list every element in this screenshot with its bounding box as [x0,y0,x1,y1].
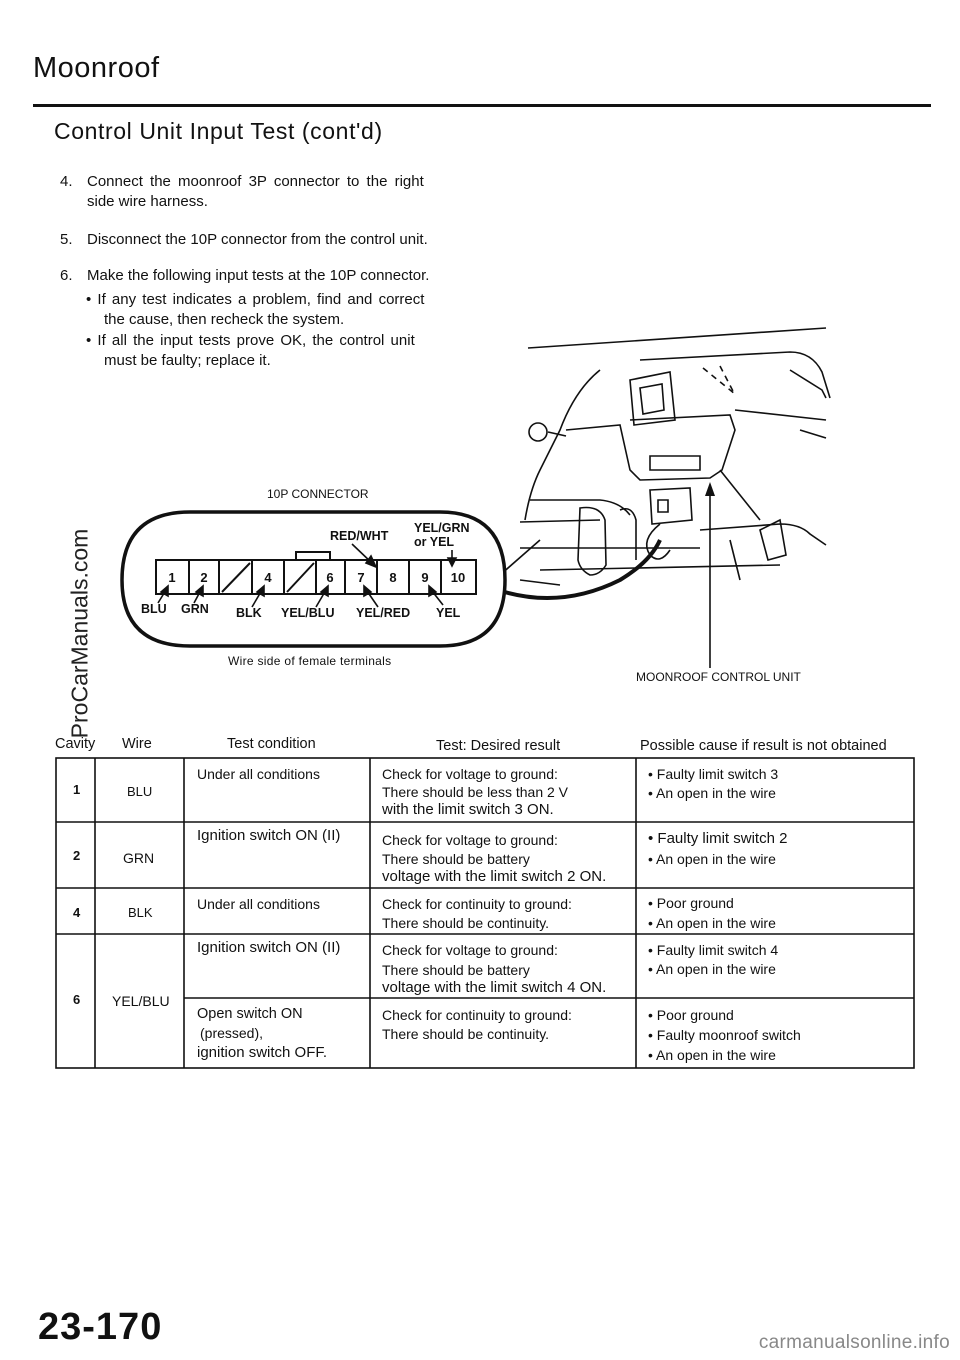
terminal-number: 6 [326,570,334,585]
cause-6a-line2: • An open in the wire [648,961,776,977]
step-text: Connect the moonroof 3P connector to the right [87,173,424,190]
terminal-number: 4 [264,570,272,585]
condition-6b-line1: Open switch ON [197,1006,303,1022]
result-1-line2: There should be less than 2 V [382,784,569,800]
terminal-number: 7 [357,570,365,585]
result-2-line2: There should be battery [382,851,530,867]
connector-label: 10P CONNECTOR [267,487,369,501]
cause-4-line1: • Poor ground [648,895,734,911]
cavity-2: 2 [73,848,81,863]
wire-label-yel-grn: YEL/GRN [414,521,470,535]
cause-2-line2: • An open in the wire [648,851,776,867]
header-test-condition: Test condition [227,736,316,752]
terminal-number: 8 [389,570,397,585]
condition-6b-line3: ignition switch OFF. [197,1044,328,1061]
wire-label-blk: BLK [236,606,262,620]
cause-1-line2: • An open in the wire [648,785,776,801]
cause-2-line1: • Faulty limit switch 2 [648,830,788,847]
wire-label-blu: BLU [141,602,167,616]
bottom-watermark: carmanualsonline.info [758,1332,950,1353]
terminal-number: 1 [168,570,176,585]
wire-label-yel-blu: YEL/BLU [281,606,335,620]
result-1-line3: with the limit switch 3 ON. [382,801,554,818]
cause-4-line2: • An open in the wire [648,915,776,931]
result-4-line2: There should be continuity. [382,915,550,931]
section-subtitle: Control Unit Input Test (cont'd) [54,118,383,144]
cause-6b-line2: • Faulty moonroof switch [648,1027,801,1043]
condition-6a: Ignition switch ON (II) [197,939,341,956]
step-number: 4. [60,173,73,190]
header-possible-cause: Possible cause if result is not obtained [640,738,887,754]
cause-6b-line1: • Poor ground [648,1007,734,1023]
control-unit-label: MOONROOF CONTROL UNIT [636,670,801,684]
condition-4: Under all conditions [197,896,320,912]
side-watermark: ProCarManuals.com [66,528,93,739]
terminal-number: 2 [200,570,208,585]
wire-label-red-wht: RED/WHT [330,529,389,543]
wire-label-or-yel: or YEL [414,535,455,549]
result-4-line1: Check for continuity to ground: [382,896,572,912]
step-text: Make the following input tests at the 10P connector. [87,267,430,284]
page-title: Moonroof [33,52,160,84]
wire-2: GRN [123,850,155,866]
header-desired-result: Test: Desired result [436,738,561,754]
wire-side-label: Wire side of female terminals [228,654,392,668]
wire-1: BLU [127,784,153,799]
result-6b-line1: Check for continuity to ground: [382,1007,572,1023]
terminal-number: 9 [421,570,429,585]
condition-2: Ignition switch ON (II) [197,827,341,844]
bullet-text: the cause, then recheck the system. [104,311,345,328]
condition-1: Under all conditions [197,766,320,782]
cause-1-line1: • Faulty limit switch 3 [648,766,779,782]
terminal-number: 10 [450,570,466,585]
page-number: 23-170 [38,1306,163,1348]
bullet-text: must be faulty; replace it. [104,352,271,369]
wire-label-grn: GRN [181,602,209,616]
cause-6b-line3: • An open in the wire [648,1047,776,1063]
step-number: 6. [60,267,73,284]
cavity-6: 6 [73,992,81,1007]
result-6b-line2: There should be continuity. [382,1026,550,1042]
wire-4: BLK [128,905,153,920]
result-2-line3: voltage with the limit switch 2 ON. [382,868,607,885]
bullet-text: • If all the input tests prove OK, the control unit [86,332,415,349]
result-1-line1: Check for voltage to ground: [382,766,558,782]
result-6a-line1: Check for voltage to ground: [382,942,558,958]
step-text: Disconnect the 10P connector from the control unit. [87,231,428,248]
result-2-line1: Check for voltage to ground: [382,832,558,848]
result-6a-line2: There should be battery [382,962,530,978]
cavity-1: 1 [73,782,81,797]
step-text: side wire harness. [87,193,208,210]
cause-6a-line1: • Faulty limit switch 4 [648,942,779,958]
wire-label-yel-red: YEL/RED [356,606,411,620]
header-wire: Wire [122,736,152,752]
wire-6: YEL/BLU [112,993,170,1009]
result-6a-line3: voltage with the limit switch 4 ON. [382,979,607,996]
bullet-text: • If any test indicates a problem, find and correct [86,291,425,308]
condition-6b-line2: (pressed), [200,1025,264,1041]
wire-label-yel: YEL [436,606,461,620]
cavity-4: 4 [73,905,81,920]
header-cavity: Cavity [55,736,96,752]
step-number: 5. [60,231,73,248]
